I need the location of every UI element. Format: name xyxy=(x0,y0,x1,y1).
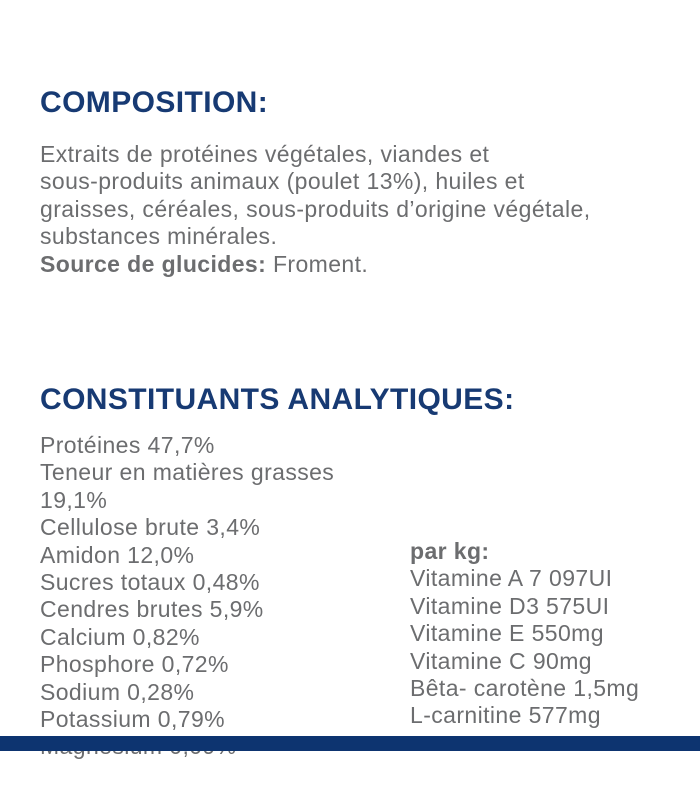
nutrient-line: Sodium 0,28% xyxy=(40,678,195,705)
composition-text-line: substances minérales. xyxy=(40,223,278,250)
nutrient-line: Calcium 0,82% xyxy=(40,623,200,650)
nutrient-line: Amidon 12,0% xyxy=(40,541,195,568)
composition-heading: COMPOSITION: xyxy=(40,86,269,119)
vitamin-line: L-carnitine 577mg xyxy=(410,702,601,729)
carb-source-value: Froment. xyxy=(272,250,369,277)
vitamin-line: Vitamine E 550mg xyxy=(410,620,604,647)
vitamin-line: Vitamine A 7 097UI xyxy=(410,565,613,592)
composition-text-line: Extraits de protéines végétales, viandes et xyxy=(40,141,490,167)
nutrient-line: Phosphore 0,72% xyxy=(40,651,229,678)
vitamin-line: Bêta- carotène 1,5mg xyxy=(410,675,640,702)
nutrient-line: Cendres brutes 5,9% xyxy=(40,596,264,623)
nutrient-line: Protéines 47,7% xyxy=(40,432,215,458)
footer-accent-bar xyxy=(0,736,700,751)
nutrient-line: Sucres totaux 0,48% xyxy=(40,569,260,596)
nutrient-list xyxy=(40,432,400,761)
composition-paragraph xyxy=(40,141,670,278)
nutrient-line: Cellulose brute 3,4% xyxy=(40,514,261,541)
per-kg-label: par kg: xyxy=(410,538,490,564)
nutrient-line: Teneur en matières grasses 19,1% xyxy=(40,459,335,513)
composition-text-line: sous-produits animaux (poulet 13%), huiles et xyxy=(40,168,525,195)
nutrient-line: Potassium 0,79% xyxy=(40,706,225,733)
per-kg-list xyxy=(410,538,680,730)
vitamin-line: Vitamine C 90mg xyxy=(410,647,592,674)
composition-section xyxy=(40,86,670,278)
carb-source-label: Source de glucides: xyxy=(40,250,267,277)
composition-text-line: graisses, céréales, sous-produits d’origine végétale, xyxy=(40,195,591,222)
carb-source-line xyxy=(40,251,670,278)
vitamin-line: Vitamine D3 575UI xyxy=(410,592,610,619)
analytical-heading: CONSTITUANTS ANALYTIQUES: xyxy=(40,383,515,416)
